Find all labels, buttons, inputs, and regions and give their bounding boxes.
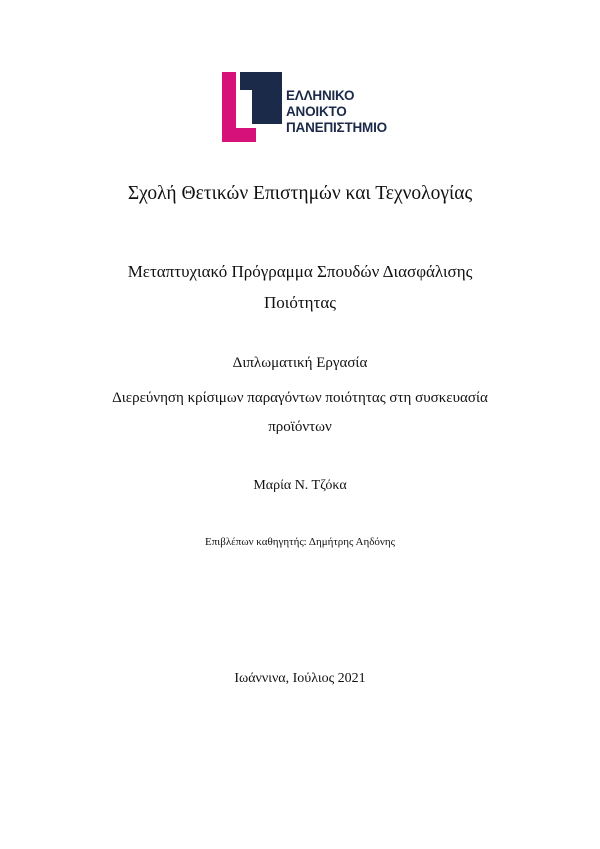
logo-line-2: ΑΝΟΙΚΤΟ [286, 104, 347, 119]
program-name-line-2: Ποιότητας [263, 293, 337, 312]
logo-line-1: ΕΛΛΗΝΙΚΟ [286, 88, 355, 103]
university-logo-mark-icon [222, 72, 282, 142]
thesis-label: Διπλωματική Εργασία [232, 355, 368, 371]
program-name-line-1: Μεταπτυχιακό Πρόγραμμα Σπουδών Διασφάλισης [127, 262, 473, 281]
logo-line-3: ΠΑΝΕΠΙΣΤΗΜΙΟ [286, 120, 387, 135]
school-name: Σχολή Θετικών Επιστημών και Τεχνολογίας [127, 183, 473, 204]
place-date: Ιωάννινα, Ιούλιος 2021 [234, 671, 366, 686]
author-name: Μαρία Ν. Τζόκα [253, 478, 347, 493]
supervisor: Επιβλέπων καθηγητής: Δημήτρης Αηδόνης [205, 536, 395, 548]
thesis-title-line-2: προϊόντων [268, 419, 332, 435]
university-logo-text [286, 88, 387, 136]
thesis-title-line-1: Διερεύνηση κρίσιμων παραγόντων ποιότητας στη συσκευασία [112, 390, 488, 406]
university-logo [222, 72, 412, 144]
